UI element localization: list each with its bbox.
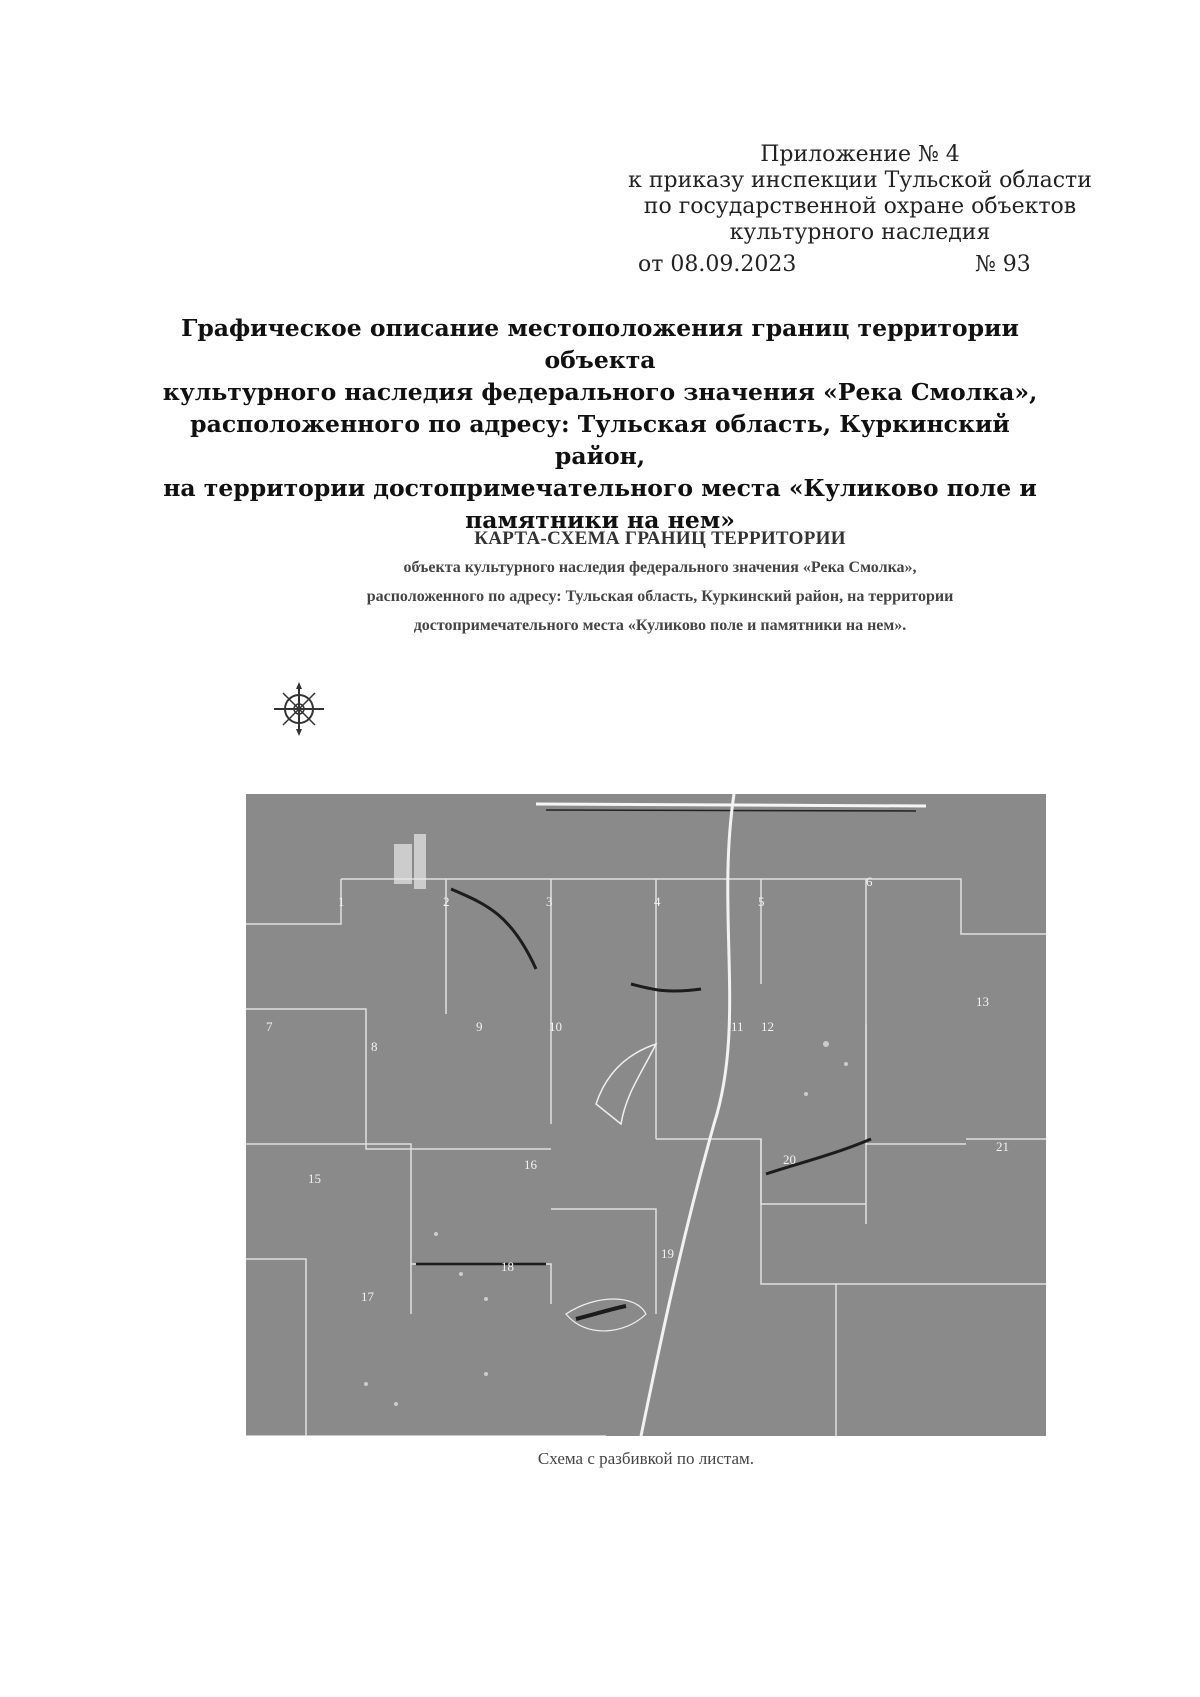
appendix-line: к приказу инспекции Тульской области: [628, 168, 1092, 193]
sheet-label: 13: [976, 994, 989, 1009]
sheet-label: 4: [654, 894, 661, 909]
subheading-line: объекта культурного наследия федерального значения «Река Смолка»,: [403, 559, 917, 576]
sheet-label: 1: [338, 894, 345, 909]
sheet-label: 19: [661, 1246, 674, 1261]
sheet-label: 17: [361, 1289, 374, 1304]
sheet-label: 6: [866, 874, 873, 889]
appendix-line: культурного наследия: [729, 220, 991, 245]
map-drawing: [246, 794, 1046, 1436]
sheet-label: 11: [731, 1019, 744, 1034]
sheet-label: 12: [761, 1019, 774, 1034]
sheet-label: 15: [308, 1171, 321, 1186]
sheet-label: 21: [996, 1139, 1009, 1154]
map-subheading: [220, 553, 1100, 640]
appendix-block: [600, 142, 1120, 246]
sheet-label: 9: [476, 1019, 483, 1034]
sheet-label: 8: [371, 1039, 378, 1054]
sheet-label: 10: [549, 1019, 562, 1034]
appendix-line: по государственной охране объектов: [643, 194, 1077, 219]
compass-rose-icon: [270, 680, 328, 738]
sheet-label: 5: [758, 894, 765, 909]
sheet-label: 7: [266, 1019, 273, 1034]
sheet-label: 3: [546, 894, 553, 909]
map-caption: Схема с разбивкой по листам.: [537, 1449, 755, 1468]
sheet-layout-map: [246, 794, 1046, 1436]
subheading-line: достопримечательного места «Куликово поле и памятники на нем».: [413, 617, 907, 634]
sheet-label: 18: [501, 1259, 514, 1274]
order-number: № 93: [975, 252, 1031, 277]
map-heading: КАРТА-СХЕМА ГРАНИЦ ТЕРРИТОРИИ: [474, 528, 846, 549]
title-line: культурного наследия федерального значения «Река Смолка»,: [162, 378, 1038, 406]
sheet-label: 20: [783, 1152, 796, 1167]
title-line: Графическое описание местоположения границ территории объекта: [181, 314, 1019, 374]
sheet-label: 16: [524, 1157, 537, 1172]
appendix-line: Приложение № 4: [760, 142, 960, 167]
subheading-line: расположенного по адресу: Тульская область, Куркинский район, на территории: [366, 588, 954, 605]
title-line: расположенного по адресу: Тульская область, Куркинский район,: [190, 410, 1010, 470]
sheet-label: 2: [443, 894, 450, 909]
title-line: памятники на нем»: [465, 506, 735, 534]
document-title: [150, 312, 1050, 536]
title-line: на территории достопримечательного места «Куликово поле и: [163, 474, 1037, 502]
order-date: от 08.09.2023: [638, 252, 797, 277]
